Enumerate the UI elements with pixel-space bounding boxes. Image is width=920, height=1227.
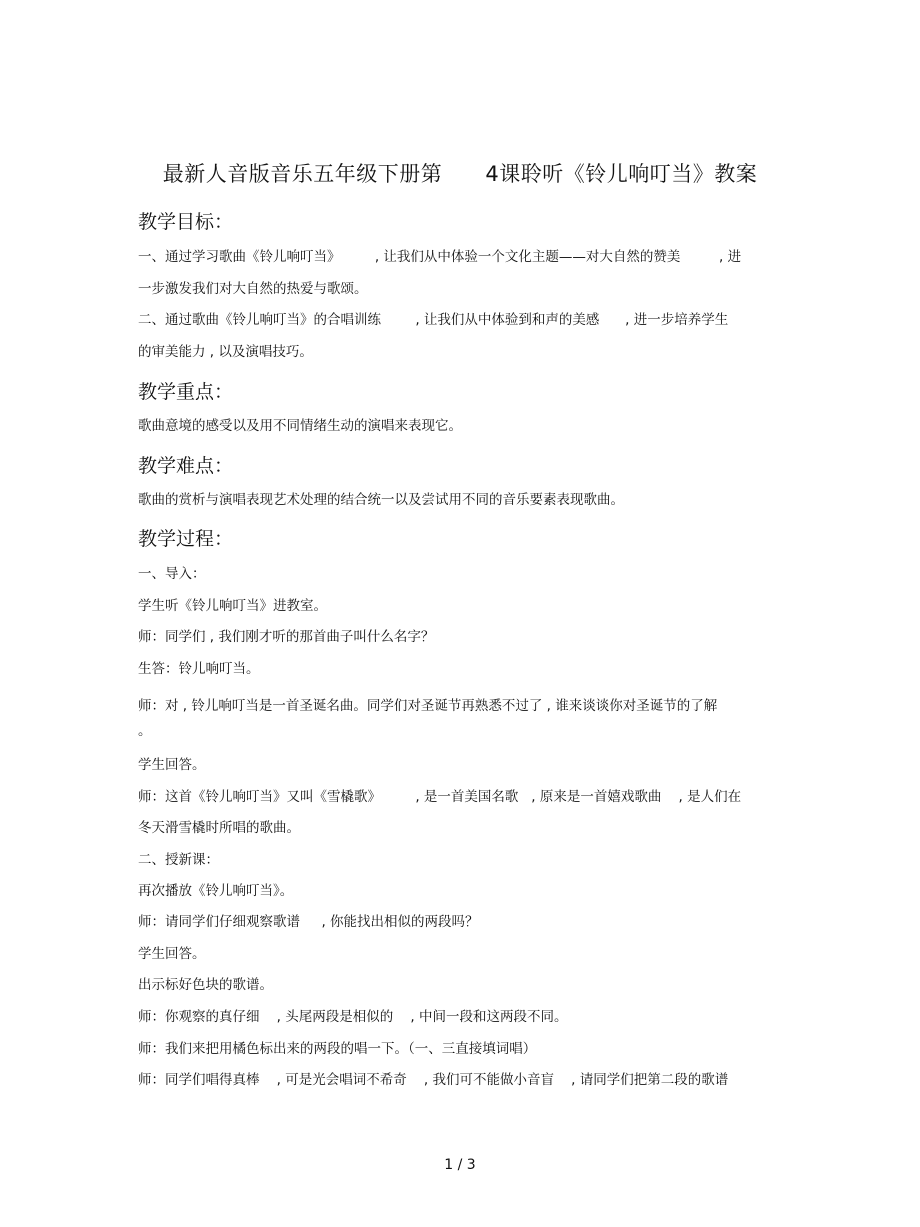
paragraph: 学生回答。 — [138, 946, 206, 962]
difficult-points-text: 歌曲的赏析与演唱表现艺术处理的结合统一以及尝试用不同的音乐要素表现歌曲。 — [138, 492, 624, 508]
paragraph: 师：你观察的真仔细 , 头尾两段是相似的 , 中间一段和这两段不同。 — [138, 1009, 568, 1025]
document-title: 最新人音版音乐五年级下册第 4课聆听《铃儿响叮当》教案 — [162, 162, 758, 186]
paragraph: 师：对 , 铃儿响叮当是一首圣诞名曲。同学们对圣诞节再熟悉不过了 , 谁来谈谈你对圣诞节的了解 — [138, 698, 718, 714]
paragraph: 师：同学们唱得真棒 , 可是光会唱词不希奇 , 我们可不能做小音盲 , 请同学们把第二段的歌谱 — [138, 1072, 729, 1088]
paragraph: 出示标好色块的歌谱。 — [138, 977, 273, 993]
goal-1-line-2: 一步激发我们对大自然的热爱与歌颂。 — [138, 281, 368, 297]
paragraph: 生答：铃儿响叮当。 — [138, 661, 260, 677]
paragraph: 师：请同学们仔细观察歌谱 , 你能找出相似的两段吗？ — [138, 914, 479, 930]
section-new-lesson: 二、授新课： — [138, 852, 219, 868]
page-number: 1 / 3 — [444, 1157, 476, 1173]
paragraph: 学生回答。 — [138, 757, 206, 773]
paragraph: 冬天滑雪橇时所唱的歌曲。 — [138, 820, 300, 836]
section-intro: 一、导入： — [138, 566, 206, 582]
paragraph: 师：我们来把用橘色标出来的两段的唱一下。（一、三直接填词唱） — [138, 1041, 537, 1057]
paragraph: 师：同学们 , 我们刚才听的那首曲子叫什么名字？ — [138, 629, 435, 645]
paragraph: 。 — [138, 723, 152, 739]
goal-1-line-1: 一、通过学习歌曲《铃儿响叮当》 , 让我们从中体验一个文化主题——对大自然的赞美 , 进 — [138, 249, 742, 265]
goal-2-line-1: 二、通过歌曲《铃儿响叮当》的合唱训练 , 让我们从中体验到和声的美感 , 进一步培养学生 — [138, 312, 729, 328]
goal-2-line-2: 的审美能力 , 以及演唱技巧。 — [138, 344, 313, 360]
heading-key-points: 教学重点： — [138, 381, 234, 403]
paragraph: 再次播放《铃儿响叮当》。 — [138, 883, 294, 899]
heading-teaching-goals: 教学目标： — [138, 211, 234, 233]
key-points-text: 歌曲意境的感受以及用不同情绪生动的演唱来表现它。 — [138, 418, 462, 434]
heading-teaching-process: 教学过程： — [138, 528, 234, 550]
heading-difficult-points: 教学难点： — [138, 455, 234, 477]
paragraph: 学生听《铃儿响叮当》进教室。 — [138, 598, 327, 614]
paragraph: 师：这首《铃儿响叮当》又叫《雪橇歌》 , 是一首美国名歌 , 原来是一首嬉戏歌曲 , 是人们在 — [138, 789, 742, 805]
